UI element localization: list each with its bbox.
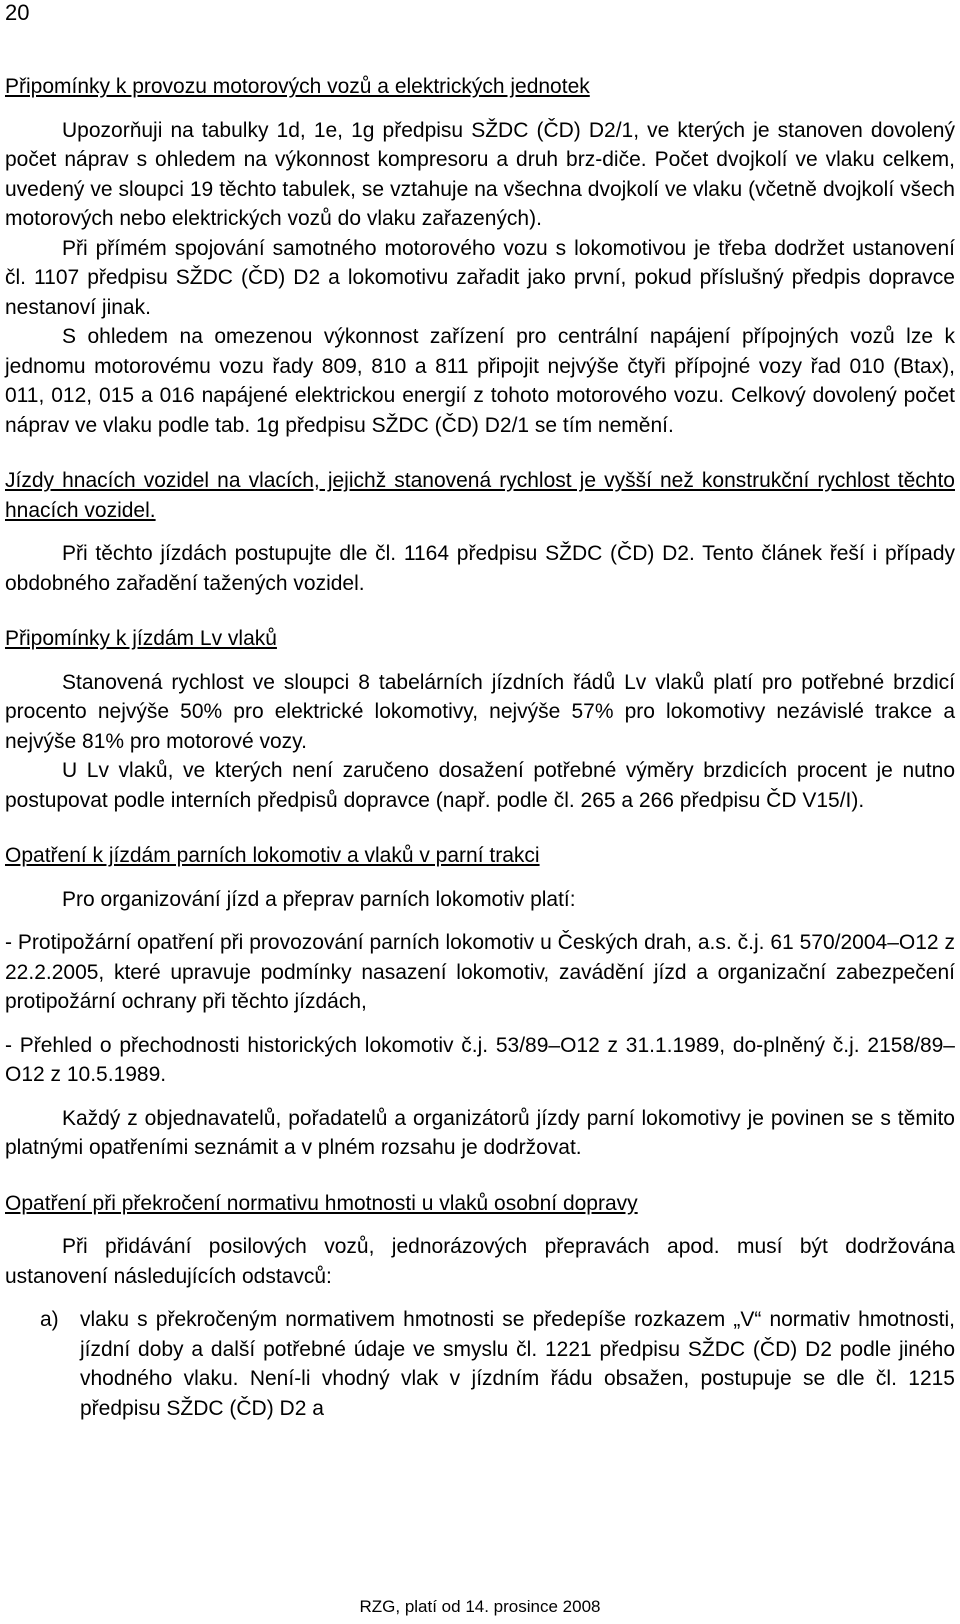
list-item-a — [5, 1305, 955, 1423]
paragraph-direct-coupling: Při přímém spojování samotného motorového vozu s lokomotivou je třeba dodržet ustanovení čl. 1107 předpisu SŽDC (ČD) D2 a lokomotivu zařadit jako první, pokud příslušný předpis dopravce nestanoví jinak. — [5, 236, 955, 319]
section-heading-steam-locomotives: Opatření k jízdám parních lokomotiv a vlaků v parní trakci — [5, 844, 540, 867]
paragraph-speed-exceeding: Při těchto jízdách postupujte dle čl. 1164 předpisu SŽDC (ČD) D2. Tento článek řeší i případy obdobného zařadění tažených vozidel. — [5, 542, 955, 595]
paragraph-lv-braking: U Lv vlaků, ve kterých není zaručeno dosažení potřebné výměry brzdicích procent je nutno postupovat podle interních předpisů dopravce (např. podle čl. 265 a 266 předpisu ČD V15/I). — [5, 759, 955, 812]
page-footer: RZG, platí od 14. prosince 2008 — [359, 1597, 601, 1616]
section-heading-lv-trains: Připomínky k jízdám Lv vlaků — [5, 627, 277, 650]
document-body — [5, 72, 955, 1423]
paragraph-additional-cars: Při přidávání posilových vozů, jednorázových přepravách apod. musí být dodržována ustanovení následujících odstavců: — [5, 1235, 955, 1288]
list-marker-a: a) — [40, 1308, 59, 1331]
paragraph-fire-protection: - Protipožární opatření při provozování parních lokomotiv u Českých drah, a.s. č.j. 61 570/2004–O12 z 22.2.2005, které upravuje podmínky nasazení lokomotiv, zavádění jízd a organizační zabezpečení protipožární ochrany při těchto jízdách, — [5, 931, 955, 1013]
page-number: 20 — [5, 0, 30, 25]
paragraph-compressor-axles: Upozorňuji na tabulky 1d, 1e, 1g předpisu SŽDC (ČD) D2/1, ve kterých je stanoven dovolený počet náprav s ohledem na výkonnost kompresoru a druh brz-diče. Počet dvojkolí ve vlaku celkem, uvedený ve sloupci 19 těchto tabulek, se vztahuje na všechna dvojkolí ve vlaku (včetně dvojkolí všech motorových nebo elektrických vozů do vlaku zařazených). — [5, 118, 955, 230]
paragraph-central-power-supply: S ohledem na omezenou výkonnost zařízení pro centrální napájení přípojných vozů lze k jednomu motorovému vozu řady 809, 810 a 811 připojit nejvýše čtyři přípojné vozy řad 010 (Btax), 011, 012, 015 a 016 napájené elektrickou energií z tohoto motorového vozu. Celkový dovolený počet náprav ve vlaku podle tab. 1g předpisu SŽDC (ČD) D2/1 se tím nemění. — [5, 325, 955, 437]
section-heading-speed-exceeding: Jízdy hnacích vozidel na vlacích, jejichž stanovená rychlost je vyšší než konstrukční rychlost těchto hnacích vozidel. — [5, 469, 955, 522]
section-heading-weight-norm: Opatření při překročení normativu hmotnosti u vlaků osobní dopravy — [5, 1191, 638, 1215]
list-item-a-text: vlaku s překročeným normativem hmotnosti se předepíše rozkazem „V“ normativ hmotnosti, jízdní doby a další potřebné údaje ve smyslu čl. 1221 předpisu SŽDC (ČD) D2 podle jiného vhodného vlaku. Není-li vhodný vlak v jízdním řádu obsažen, postupuje se dle čl. 1215 předpisu SŽDC (ČD) D2 a — [80, 1308, 955, 1420]
paragraph-lv-speed: Stanovená rychlost ve sloupci 8 tabelárních jízdních řádů Lv vlaků platí pro potřebné brzdicí procento nejvýše 50% pro elektrické lokomotivy, nejvýše 57% pro lokomotivy nezávislé trakce a nejvýše 81% pro motorové vozy. — [5, 670, 955, 753]
paragraph-historic-locomotives: - Přehled o přechodnosti historických lokomotiv č.j. 53/89–O12 z 31.1.1989, do-plněný č.j. 2158/89–O12 z 10.5.1989. — [5, 1033, 955, 1086]
paragraph-steam-intro: Pro organizování jízd a přeprav parních lokomotiv platí: — [62, 887, 576, 911]
paragraph-organizers: Každý z objednavatelů, pořadatelů a organizátorů jízdy parní lokomotivy je povinen se s těmito platnými opatřeními seznámit a v plném rozsahu je dodržovat. — [5, 1106, 955, 1159]
section-heading-motor-cars: Připomínky k provozu motorových vozů a elektrických jednotek — [5, 75, 590, 98]
